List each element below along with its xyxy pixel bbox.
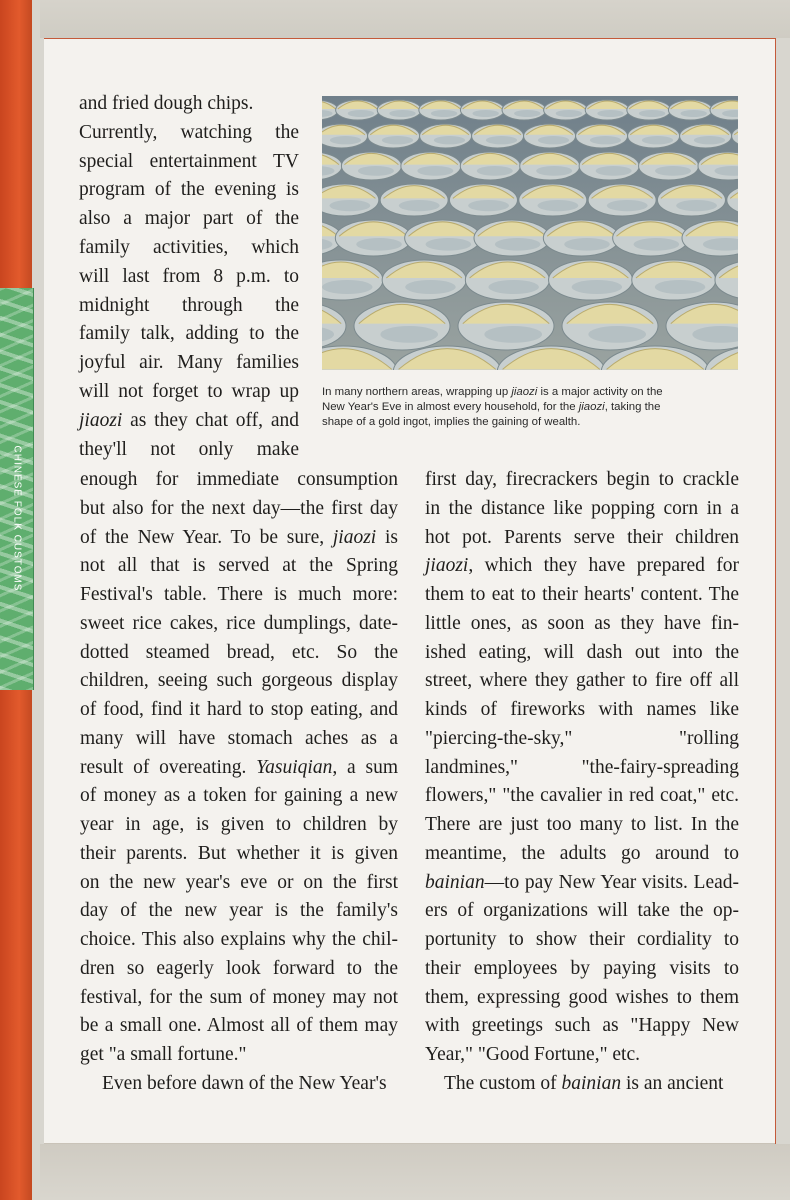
dumpling (524, 124, 576, 148)
left-lines-line (80, 782, 398, 811)
dumpling (639, 152, 699, 180)
left-lines-line (102, 1070, 398, 1099)
text-fragment: meantime, the adults go around to (425, 842, 739, 864)
text-fragment: special entertainment TV (79, 150, 299, 172)
text-fragment: dren so eagerly look forward to the (80, 957, 398, 979)
dumpling (354, 302, 450, 350)
right-lines-line (425, 955, 739, 984)
right-lines-line (425, 984, 739, 1013)
left-lines-line (80, 495, 398, 524)
left-lines-line (80, 926, 398, 955)
dumpling (377, 100, 421, 120)
narrow-lines-line (79, 148, 299, 177)
dumplings-photo (322, 96, 738, 370)
text-fragment: ers of organizations will take the op- (425, 900, 739, 922)
right-lines-line (425, 782, 739, 811)
text-fragment: will last from 8 p.m. to (79, 265, 299, 287)
text-fragment: family talk, adding to the (79, 323, 299, 345)
left-lines-line (80, 552, 398, 581)
dumpling (335, 220, 411, 256)
dumpling (405, 220, 481, 256)
dumpling (520, 152, 580, 180)
right-lines-line (425, 926, 739, 955)
left-lines-line (80, 897, 398, 926)
dumpling (613, 220, 689, 256)
text-fragment: portunity to show their cordiality to (425, 929, 739, 950)
text-fragment: joyful air. Many families (79, 352, 299, 374)
text-fragment: and fried dough chips. (79, 93, 254, 114)
text-fragment: is an ancient (621, 1072, 724, 1094)
chapter-side-tab (0, 288, 34, 690)
text-fragment: —to pay New Year visits. Lead- (484, 871, 739, 893)
dumplings-photo-graphic (322, 96, 738, 370)
text-fragment: festival, for the sum of money may not (80, 986, 398, 1008)
caption-italic-term: jiaozi (511, 386, 538, 398)
text-fragment: sweet rice cakes, rice dumplings, date- (80, 612, 398, 634)
text-fragment: in the distance like popping corn in a (425, 497, 739, 519)
text-fragment: enough for immediate consumption (80, 469, 398, 490)
right-lines-line (425, 1012, 739, 1041)
text-fragment: ished eating, will dash out into the (425, 641, 739, 663)
dumpling (585, 100, 629, 120)
right-lines-line (425, 581, 739, 610)
right-lines-line (425, 466, 739, 495)
text-fragment: first day, firecrackers begin to crackle (425, 469, 739, 490)
text-fragment: them, expressing good wishes to them (425, 986, 739, 1008)
dumpling (627, 100, 671, 120)
dumpling (632, 260, 716, 300)
right-lines-line (425, 552, 739, 581)
right-lines-line (425, 869, 739, 898)
caption-line (322, 400, 740, 415)
dumpling (474, 220, 550, 256)
narrow-lines-line (79, 436, 299, 465)
dumpling (458, 302, 554, 350)
left-lines-line (80, 1012, 398, 1041)
text-fragment: of money as a token for gaining a new (80, 785, 398, 807)
top-decorative-strip (40, 0, 790, 38)
text-fragment: is (376, 526, 398, 548)
right-lines-line (425, 639, 739, 668)
caption-line (322, 415, 740, 430)
text-fragment: There are just too many to list. In the (425, 814, 739, 835)
dumpling (449, 184, 517, 216)
dumpling (420, 124, 472, 148)
caption-italic-term: jiaozi (578, 401, 605, 413)
text-fragment: their employees by paying visits to (425, 957, 739, 979)
left-lines-line (80, 696, 398, 725)
text-fragment: day of the new year is the family's (80, 900, 398, 922)
dumpling (680, 124, 732, 148)
dumpling (368, 124, 420, 148)
narrow-lines-line (79, 320, 299, 349)
narrow-lines-line (79, 349, 299, 378)
dumpling (544, 100, 588, 120)
side-tab-label: CHINESE FOLK CUSTOMS (11, 445, 23, 591)
text-fragment: Even before dawn of the New Year's (102, 1072, 387, 1094)
dumpling (657, 184, 725, 216)
left-lines-line (80, 984, 398, 1013)
page-bottom-rule (44, 1143, 775, 1144)
text-fragment: , which they have prepared for (468, 555, 739, 577)
right-lines-line (425, 725, 739, 754)
text-fragment: as they chat off, and (122, 409, 299, 431)
text-fragment: children, seeing such gorgeous display (80, 670, 398, 692)
dumpling (579, 152, 639, 180)
right-lines-line (425, 840, 739, 869)
italic-term: Yasuiqian (256, 756, 333, 778)
dumpling (460, 152, 520, 180)
italic-term: jiaozi (425, 555, 469, 577)
dumpling (519, 184, 587, 216)
right-lines-line (425, 1041, 739, 1070)
left-lines-line (80, 1041, 398, 1070)
italic-term: bainian (561, 1072, 622, 1094)
left-lines-line (80, 811, 398, 840)
italic-term: jiaozi (79, 409, 123, 431)
narrow-lines-line (79, 292, 299, 321)
text-fragment: but also for the next day—the first day (80, 497, 398, 519)
dumpling (543, 220, 619, 256)
narrow-lines-line (79, 234, 299, 263)
caption-fragment: shape of a gold ingot, implies the gaining of wealth. (322, 416, 581, 428)
right-lines-line (425, 610, 739, 639)
photo-caption (322, 385, 740, 430)
text-fragment: family activities, which (79, 237, 299, 258)
text-fragment: dotted steamed bread, etc. So the (80, 641, 398, 663)
narrow-lines-line (79, 119, 299, 148)
text-fragment: their parents. But whether it is given (80, 842, 398, 864)
text-fragment: will not forget to wrap up (79, 381, 299, 402)
right-lines-line (425, 667, 739, 696)
text-fragment: The custom of (444, 1072, 562, 1094)
dumpling (628, 124, 680, 148)
text-fragment: result of overeating. (80, 756, 257, 778)
caption-fragment: New Year's Eve in almost every household, for the (322, 401, 579, 413)
right-lines-line (425, 495, 739, 524)
text-fragment: street, where they gather to fire off all (425, 670, 739, 692)
left-lines-line (80, 639, 398, 668)
left-lines-line (80, 955, 398, 984)
right-lines-line (425, 524, 739, 553)
dumpling (465, 260, 549, 300)
text-fragment: program of the evening is (79, 179, 299, 201)
narrow-lines-line (79, 205, 299, 234)
side-tab-label-wrap (2, 418, 32, 618)
caption-line (322, 385, 740, 400)
left-lines-line (80, 667, 398, 696)
text-fragment: choice. This also explains why the chil- (80, 929, 398, 950)
narrow-lines-line (79, 90, 299, 119)
right-lines-line (425, 696, 739, 725)
text-fragment: midnight through the (79, 294, 299, 316)
text-fragment: year in age, is given to children by (80, 814, 398, 835)
dumpling (460, 100, 504, 120)
text-fragment: of the New Year. To be sure, (80, 526, 333, 548)
dumpling (562, 302, 658, 350)
text-fragment: Year," "Good Fortune," etc. (425, 1044, 641, 1065)
dumpling (341, 152, 401, 180)
dumpling (472, 124, 524, 148)
text-fragment: of food, find it hard to stop eating, and (80, 699, 398, 720)
dumpling (668, 100, 712, 120)
narrow-lines-line (79, 176, 299, 205)
right-lines-line (425, 897, 739, 926)
left-lines-line (80, 840, 398, 869)
text-fragment: flowers," "the cavalier in red coat," etc. (425, 785, 739, 807)
italic-term: bainian (425, 871, 485, 893)
dumpling (588, 184, 656, 216)
left-lines-line (80, 869, 398, 898)
narrow-lines-line (79, 378, 299, 407)
left-lines-line (80, 466, 398, 495)
right-lines-line (425, 811, 739, 840)
text-fragment: on the new year's eve or on the first (80, 871, 398, 893)
text-fragment: many will have stomach aches as a (80, 727, 398, 749)
text-fragment: also a major part of the (79, 208, 299, 230)
dumpling (549, 260, 633, 300)
narrow-lines-line (79, 263, 299, 292)
text-fragment: hot pot. Parents serve their children (425, 526, 739, 548)
dumpling (336, 100, 380, 120)
text-fragment: little ones, as soon as they have fin- (425, 612, 739, 634)
text-fragment: kinds of fireworks with names like (425, 699, 739, 720)
left-lines-line (80, 581, 398, 610)
right-lines-line (425, 754, 739, 783)
text-fragment: with greetings such as "Happy New (425, 1015, 739, 1037)
dumpling (401, 152, 461, 180)
bottom-decorative-strip (40, 1144, 790, 1200)
text-fragment: be a small one. Almost all of them may (80, 1015, 398, 1037)
left-lines-line (80, 754, 398, 783)
right-lines-line (444, 1070, 739, 1099)
text-fragment: Currently, watching the (79, 121, 299, 143)
caption-fragment: , taking the (604, 401, 661, 413)
italic-term: jiaozi (332, 526, 377, 548)
dumpling (380, 184, 448, 216)
caption-fragment: In many northern areas, wrapping up (322, 386, 512, 398)
text-fragment: , a sum (332, 756, 398, 778)
caption-fragment: is a major activity on the (537, 386, 663, 398)
left-lines-line (80, 610, 398, 639)
text-fragment: "piercing-the-sky," "rolling (425, 727, 739, 749)
left-lines-line (80, 524, 398, 553)
narrow-lines-line (79, 407, 299, 436)
text-fragment: Festival's table. There is much more: (80, 584, 398, 605)
text-fragment: get "a small fortune." (80, 1044, 247, 1065)
text-fragment: they'll not only make (79, 438, 299, 460)
left-lines-line (80, 725, 398, 754)
dumpling (322, 124, 368, 148)
dumpling (382, 260, 466, 300)
dumpling (419, 100, 463, 120)
text-fragment: landmines," "the-fairy-spreading (425, 756, 739, 778)
dumpling (502, 100, 546, 120)
text-fragment: not all that is served at the Spring (80, 555, 398, 577)
text-fragment: them to eat to their hearts' content. The (425, 584, 739, 605)
dumpling (576, 124, 628, 148)
